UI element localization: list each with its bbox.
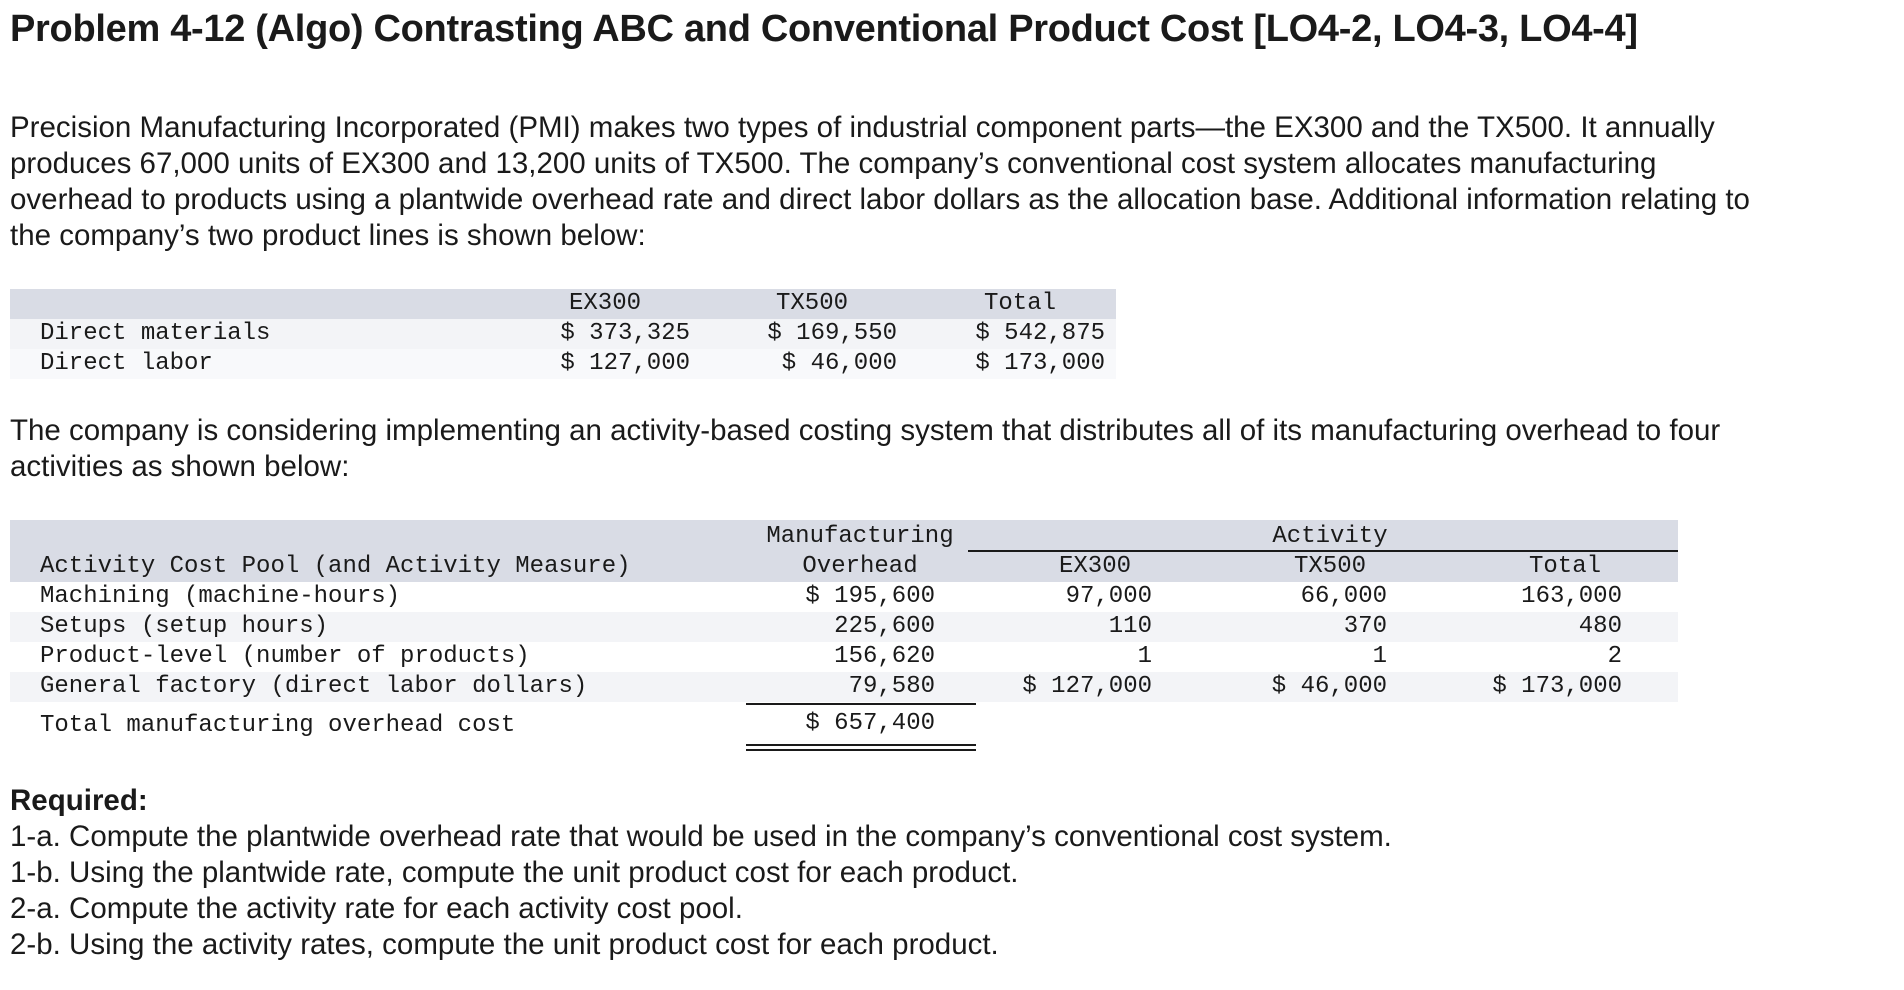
intro-line: Precision Manufacturing Incorporated (PMI) makes two types of industrial component parts—the EX300 and the TX500. It annually [10,111,1715,144]
cell-dm-total: $ 542,875 [975,320,1105,347]
double-rule-top [746,744,976,746]
intro-line: the company’s two product lines is shown below: [10,219,646,252]
subtotal-rule [746,703,976,705]
col-header-total: Total [1528,553,1601,580]
col-header-tx500: TX500 [775,290,848,317]
double-rule-bottom [746,749,976,751]
required-item: 2-a. Compute the activity rate for each activity cost pool. [10,892,743,925]
cell-product-level-total: 2 [1607,643,1622,670]
cell-dl-ex300: $ 127,000 [560,350,690,377]
cell-dm-ex300: $ 373,325 [560,320,690,347]
cell-product-level-tx500: 1 [1372,643,1387,670]
col-header-moh-line2: Overhead [802,553,918,580]
intro-line: overhead to products using a plantwide overhead rate and direct labor dollars as the allocation base. Additional information relating to [10,183,1750,216]
cell-product-level-moh: 156,620 [834,643,935,670]
row-label-machining: Machining (machine-hours) [40,583,401,610]
col-header-pool: Activity Cost Pool (and Activity Measure) [40,553,631,580]
cell-product-level-ex300: 1 [1137,643,1152,670]
row-label-general-factory: General factory (direct labor dollars) [40,673,588,700]
middle-paragraph [10,413,1900,485]
cell-dl-total: $ 173,000 [975,350,1105,377]
cell-dm-tx500: $ 169,550 [767,320,897,347]
col-header-activity: Activity [1272,523,1388,550]
required-title: Required: [10,784,148,817]
cell-setups-tx500: 370 [1343,613,1387,640]
cell-setups-ex300: 110 [1108,613,1152,640]
cell-general-factory-tx500: $ 46,000 [1271,673,1387,700]
required-item: 2-b. Using the activity rates, compute the unit product cost for each product. [10,928,999,961]
row-label-product-level: Product-level (number of products) [40,643,530,670]
middle-line: activities as shown below: [10,450,350,483]
cell-setups-moh: 225,600 [834,613,935,640]
cell-setups-total: 480 [1578,613,1622,640]
cell-total-moh: $ 657,400 [805,710,935,737]
intro-paragraph [10,110,1900,254]
cell-machining-moh: $ 195,600 [805,583,935,610]
required-item: 1-b. Using the plantwide rate, compute the unit product cost for each product. [10,856,1019,889]
cell-general-factory-total: $ 173,000 [1492,673,1622,700]
middle-line: The company is considering implementing an activity-based costing system that distributes all of its manufacturing overhead to four [10,414,1721,447]
cell-general-factory-ex300: $ 127,000 [1022,673,1152,700]
cell-machining-ex300: 97,000 [1065,583,1152,610]
col-header-total: Total [983,290,1056,317]
required-item: 1-a. Compute the plantwide overhead rate that would be used in the company’s conventional cost system. [10,820,1392,853]
row-label-direct-labor: Direct labor [40,350,213,377]
cell-general-factory-moh: 79,580 [848,673,935,700]
intro-line: produces 67,000 units of EX300 and 13,200 units of TX500. The company’s conventional cost system allocates manufacturing [10,147,1657,180]
col-header-ex300: EX300 [1058,553,1131,580]
col-header-ex300: EX300 [568,290,641,317]
col-header-tx500: TX500 [1293,553,1366,580]
problem-title: Problem 4-12 (Algo) Contrasting ABC and Conventional Product Cost [LO4-2, LO4-3, LO4-4] [10,8,1638,50]
row-label-setups: Setups (setup hours) [40,613,329,640]
row-label-total-moh: Total manufacturing overhead cost [40,712,516,739]
cell-machining-total: 163,000 [1521,583,1622,610]
cell-machining-tx500: 66,000 [1300,583,1387,610]
col-header-moh-line1: Manufacturing [766,523,954,550]
row-label-direct-materials: Direct materials [40,320,271,347]
cell-dl-tx500: $ 46,000 [781,350,897,377]
required-section [10,783,1392,963]
